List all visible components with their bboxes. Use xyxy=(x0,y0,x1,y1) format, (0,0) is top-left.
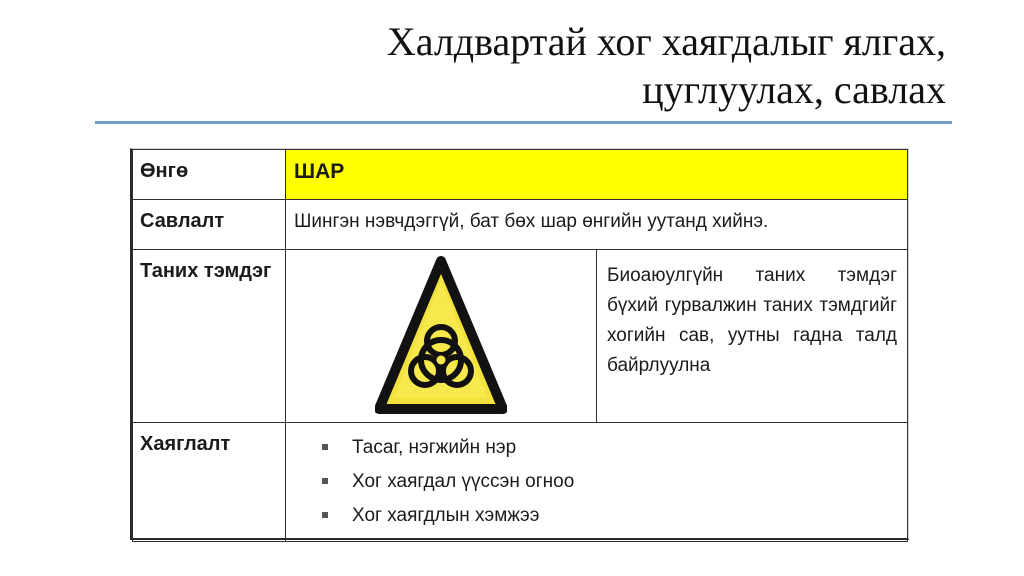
bullet-icon xyxy=(322,444,328,450)
color-value: ШАР xyxy=(286,150,908,200)
table-row-color xyxy=(133,150,908,200)
color-label: Өнгө xyxy=(133,150,286,200)
biohazard-sign-cell xyxy=(286,250,597,423)
waste-handling-table xyxy=(130,148,909,540)
list-item-text: Тасаг, нэгжийн нэр xyxy=(352,437,517,458)
list-item-text: Хог хаягдал үүссэн огноо xyxy=(352,471,575,492)
slide-title-line-1: Халдвартай хог хаягдалыг ялгах, xyxy=(386,19,946,64)
biohazard-warning-icon xyxy=(375,255,507,417)
labeling-list-cell xyxy=(286,423,908,542)
table-row-packaging xyxy=(133,200,908,250)
packaging-value: Шингэн нэвчдэггүй, бат бөх шар өнгийн уутанд хийнэ. xyxy=(286,200,908,250)
sign-description: Биоаюулгүйн таних тэмдэг бүхий гурвалжин таних тэмдгийг хогийн сав, уутны гадна талд байрлуулна xyxy=(597,250,908,423)
labeling-label: Хаяглалт xyxy=(133,423,286,542)
table-row-labeling xyxy=(133,423,908,542)
sign-label: Таних тэмдэг xyxy=(133,250,286,423)
title-divider xyxy=(95,121,952,124)
packaging-label: Савлалт xyxy=(133,200,286,250)
table-row-sign xyxy=(133,250,908,423)
labeling-list xyxy=(294,431,899,533)
list-item xyxy=(322,431,899,465)
list-item xyxy=(322,499,899,533)
bullet-icon xyxy=(322,478,328,484)
slide-title-line-2: цуглуулах, савлах xyxy=(642,67,946,112)
slide-title xyxy=(226,18,946,114)
list-item-text: Хог хаягдлын хэмжээ xyxy=(352,505,540,526)
list-item xyxy=(322,465,899,499)
bullet-icon xyxy=(322,512,328,518)
